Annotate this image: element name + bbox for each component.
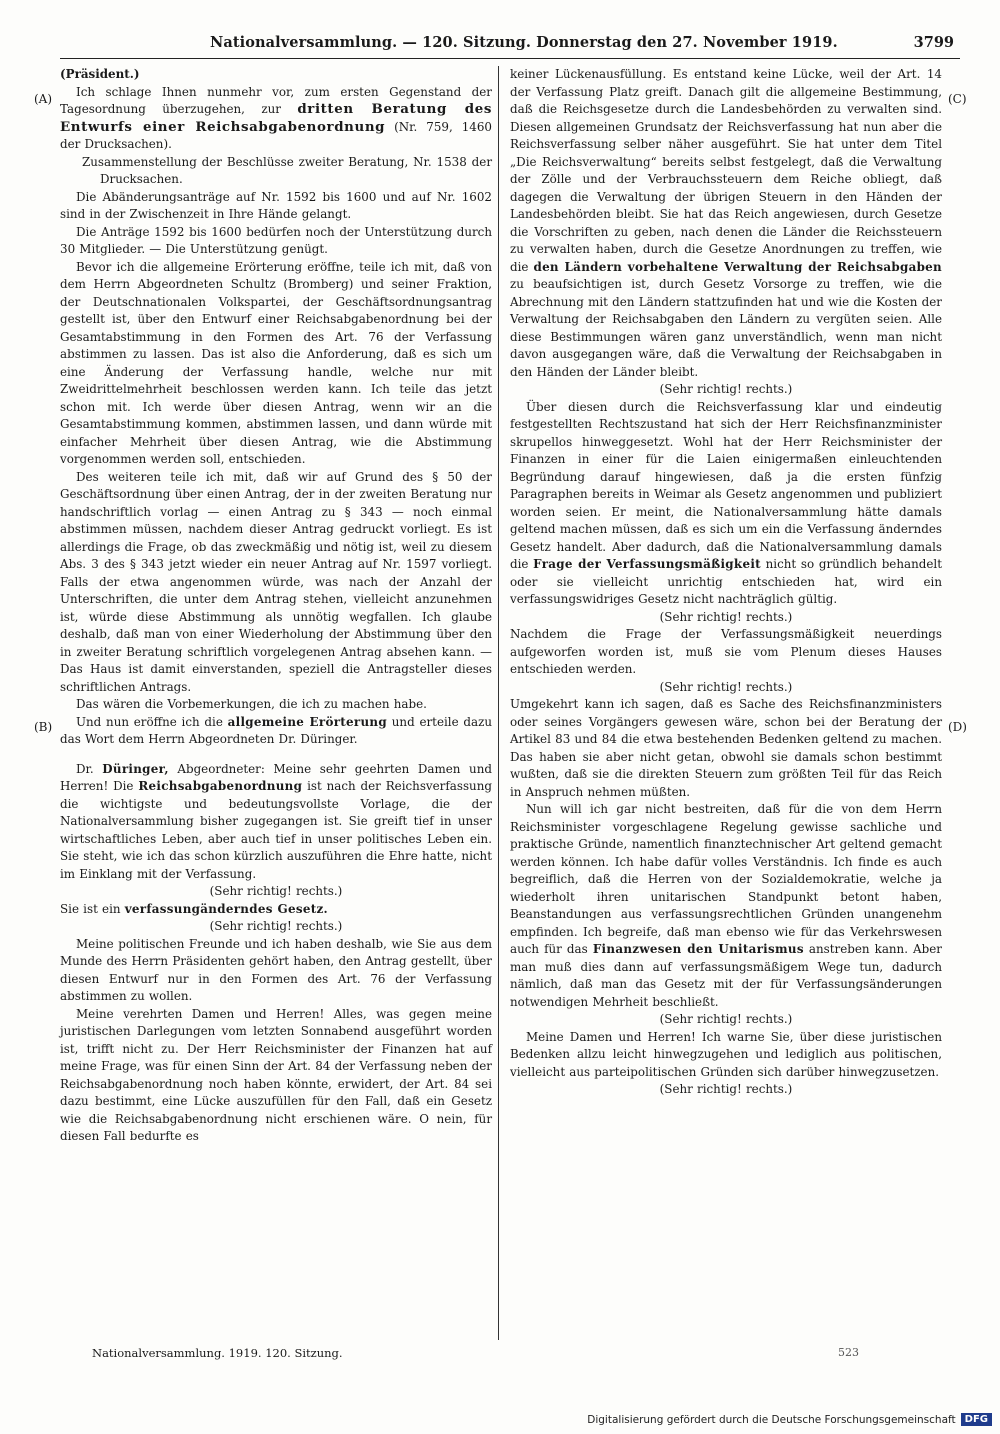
- paragraph: [510, 66, 942, 381]
- paragraph: [60, 901, 492, 919]
- paragraph: Das wären die Vorbemerkungen, die ich zu machen habe.: [76, 697, 427, 711]
- text: Ich schlage Ihnen nunmehr vor, zum ersten Gegenstand der Tagesordnung überzugehen, zur: [60, 84, 492, 116]
- digitization-credit: [587, 1413, 992, 1426]
- paragraph: [60, 84, 492, 154]
- footer-note: Nationalversammlung. 1919. 120. Sitzung.: [92, 1346, 343, 1360]
- emphasis: Reichsabgabenordnung: [138, 779, 303, 793]
- text: nicht so gründlich behandelt oder sie vielleicht unrichtig entschieden hat, wird ein verfassungswidriges Gesetz nicht nachträglich gültig.: [510, 557, 942, 606]
- left-column: [60, 66, 492, 1146]
- text: Dr.: [76, 761, 94, 776]
- spacer: [60, 749, 492, 761]
- paragraph: [510, 399, 942, 609]
- margin-mark-c: (C): [948, 92, 967, 106]
- paragraph: Zusammenstellung der Beschlüsse zweiter Beratung, Nr. 1538 der Drucksachen.: [82, 154, 492, 186]
- margin-mark-a: (A): [34, 92, 53, 106]
- text: Abgeordneter: Meine sehr geehrten Damen und Herren! Die: [60, 761, 492, 793]
- paragraph: Die Abänderungsanträge auf Nr. 1592 bis 1600 und auf Nr. 1602 sind in der Zwischenzeit in Ihre Hände gelangt.: [60, 189, 492, 221]
- margin-mark-d: (D): [948, 720, 967, 734]
- credit-text: Digitalisierung gefördert durch die Deutsche Forschungsgemeinschaft: [587, 1413, 956, 1426]
- running-head: Nationalversammlung. — 120. Sitzung. Donnerstag den 27. November 1919.: [210, 34, 838, 51]
- interjection: (Sehr richtig! rechts.): [659, 1012, 793, 1026]
- page-header: [60, 30, 960, 60]
- interjection: (Sehr richtig! rechts.): [659, 1082, 793, 1096]
- margin-mark-b: (B): [34, 720, 53, 734]
- emphasis: Frage der Verfassungsmäßigkeit: [533, 557, 761, 571]
- interjection: (Sehr richtig! rechts.): [659, 679, 793, 694]
- interjection: (Sehr richtig! rechts.): [659, 609, 793, 624]
- text: und erteile dazu das Wort dem Herrn Abgeordneten Dr. Düringer.: [60, 714, 493, 746]
- text: (Nr. 759, 1460 der Drucksachen).: [60, 119, 492, 151]
- header-rule: [60, 58, 960, 59]
- paragraph: [60, 761, 492, 884]
- paragraph: Des weiteren teile ich mit, daß wir auf Grund des § 50 der Geschäftsordnung über einen Antrag, der in der zweiten Beratung nur handschriftlich vorlag — einen Antrag zu § 343 — noch einmal abstimmen müssen, nachdem dieser Antrag gedruckt vorliegt. Es ist allerdings die Frage, ob das zweckmäßig und nötig ist, weil zu diesem Abs. 3 des § 343 jetzt wieder ein neuer Antrag auf Nr. 1597 vorliegt. Falls der etwa angenommen würde, was nach der Anzahl der Unterschriften, die unter dem Antrag stehen, vielleicht anzunehmen ist, würde diese Abstimmung als unnötig wegfallen. Ich glaube deshalb, daß man von einer Wiederholung der Abstimmung über den in zweiter Beratung schriftlich vorgelegenen Antrag absehen kann. — Das Haus ist damit einverstanden, speziell die Antragsteller dieses schriftlichen Antrags.: [60, 469, 492, 694]
- column-divider: [498, 66, 499, 1340]
- dfg-logo-icon: DFG: [961, 1413, 992, 1426]
- paragraph: Die Anträge 1592 bis 1600 bedürfen noch der Unterstützung durch 30 Mitglieder. — Die Unterstützung genügt.: [60, 224, 492, 256]
- sheet-number: 523: [838, 1346, 859, 1359]
- paragraph: Meine Damen und Herren! Ich warne Sie, über diese juristischen Bedenken allzu leicht hinwegzugehen und lediglich aus politischen, vielleicht aus parteipolitischen Gründen sich darüber hinwegzusetzen.: [510, 1029, 942, 1079]
- paragraph: Bevor ich die allgemeine Erörterung eröffne, teile ich mit, daß von dem Herrn Abgeordneten Schultz (Bromberg) und seiner Fraktion, der Deutschnationalen Volkspartei, der Geschäftsordnungsantrag gestellt ist, über den Entwurf einer Reichsabgabenordnung bei der Gesamtabstimmung in den Formen des Art. 76 der Verfassung abstimmen zu lassen. Das ist also die Anforderung, daß es sich um eine Änderung der Verfassung handle, welche nur mit Zweidrittelmehrheit beschlossen werden kann. Ich teile das jetzt schon mit. Ich werde über diesen Antrag, wenn wir an die Gesamtabstimmung kommen, abstimmen lassen, und dann würde mit einfacher Mehrheit über diesen Antrag, wie die Abstimmung vorgenommen werden soll, entschieden.: [60, 259, 492, 466]
- emphasis: den Ländern vorbehaltene Verwaltung der Reichsabgaben: [533, 259, 942, 274]
- text: keiner Lückenausfüllung. Es entstand keine Lücke, weil der Art. 14 der Verfassung Platz greift. Danach gilt die allgemeine Bestimmung, daß die Reichsgesetze durch die Landesbehörden zu verwalten sind. Diesen allgemeinen Grundsatz der Reichsverfassung hat nun aber die Reichsverfassung selber näher ausgeführt. Sie hat unter dem Titel „Die Reichsverwaltung“ bereits selbst festgelegt, daß die Verwaltung der Zölle und der Verbrauchssteuern dem Reiche obliegt, daß dagegen die Verwaltung der übrigen Steuern in den Händen der Landesbehörden bleibt. Sie hat das Reich angewiesen, durch Gesetze die Vorschriften zu geben, nach denen die Länder die Reichssteuern zu verwalten haben, durch die Gesetze Anordnungen zu treffen, wie die: [510, 67, 942, 274]
- text: Über diesen durch die Reichsverfassung klar und eindeutig festgestellten Rechtszustand hat sich der Herr Reichsfinanzminister skrupellos hinweggesetzt. Wohl hat der Herr Reichsminister der Finanzen in einer für die Laien einigermaßen einleuchtenden Begründung darauf hingewiesen, daß ja die ersten fünfzig Paragraphen bereits in Weimar als Gesetz angenommen und publiziert worden seien. Er meint, die Nationalversammlung hätte damals geltend machen müssen, daß es sich um ein die Verfassung änderndes Gesetz handelt. Aber dadurch, daß die Nationalversammlung damals die: [510, 399, 942, 571]
- text: anstreben kann. Aber man muß dies dann auf verfassungsmäßigem Wege tun, dadurch nämlich, daß man das Gesetz mit der für Verfassungsänderungen notwendigen Mehrheit beschließt.: [510, 942, 942, 1009]
- agenda-title: dritten Beratung des Entwurfs einer Reichsabgabenordnung: [60, 101, 493, 135]
- paragraph: [510, 801, 942, 1011]
- text: Und nun eröffne ich die: [76, 714, 223, 729]
- speaker-label: (Präsident.): [60, 67, 140, 81]
- emphasis: Finanzwesen den Unitarismus: [592, 942, 804, 956]
- paragraph: Umgekehrt kann ich sagen, daß es Sache des Reichsfinanzministers oder seines Vorgängers gewesen wäre, schon bei der Beratung der Artikel 83 und 84 die etwa bestehenden Bedenken geltend zu machen. Das haben sie aber nicht getan, obwohl sie damals schon bestimmt wußten, daß sie die direkten Steuern zum größten Teil für das Reich in Anspruch nehmen müßten.: [510, 697, 942, 799]
- emphasis: verfassungänderndes Gesetz.: [124, 901, 328, 916]
- text: Sie ist ein: [60, 901, 121, 916]
- page-number: 3799: [913, 34, 954, 51]
- interjection: (Sehr richtig! rechts.): [209, 884, 343, 898]
- emphasis: allgemeine Erörterung: [227, 714, 387, 729]
- interjection: (Sehr richtig! rechts.): [659, 382, 793, 396]
- text: zu beaufsichtigen ist, durch Gesetz Vorsorge zu treffen, wie die Abrechnung mit den Ländern stattzufinden hat und wie die Kosten der Verwaltung der Reichsabgaben den Ländern zu vergüten seien. Alle diese Bestimmungen wären ganz unverständlich, wenn man nicht davon ausgegangen wäre, daß die Verwaltung der Reichsabgaben in den Händen der Länder bleibt.: [510, 277, 942, 379]
- right-column: [510, 66, 942, 1099]
- interjection: (Sehr richtig! rechts.): [209, 919, 343, 933]
- paragraph: Nachdem die Frage der Verfassungsmäßigkeit neuerdings aufgeworfen worden ist, muß sie vom Plenum dieses Hauses entschieden werden.: [510, 627, 942, 676]
- text: Nun will ich gar nicht bestreiten, daß für die von dem Herrn Reichsminister vorgeschlagene Regelung gewisse sachliche und praktische Gründe, namentlich finanztechnischer Art geltend gemacht werden können. Ich habe dafür volles Verständnis. Ich finde es auch begreiflich, daß die Herren von der Sozialdemokratie, welche ja wiederholt ihren unitarischen Standpunkt betont haben, Beanstandungen aus verfassungsrechtlichen Gründen unangenehm empfinden. Ich begreife, daß man ebenso wie für das Verkehrswesen auch für das: [510, 802, 942, 956]
- paragraph: Meine verehrten Damen und Herren! Alles, was gegen meine juristischen Darlegungen vom letzten Sonnabend ausgeführt worden ist, trifft nicht zu. Der Herr Reichsminister der Finanzen hat auf meine Frage, was für einen Sinn der Art. 84 der Verfassung neben der Reichsabgabenordnung noch haben könnte, erwidert, der Art. 84 sei dazu bestimmt, eine Lücke auszufüllen für den Fall, daß ein Gesetz wie die Reichsabgabenordnung nicht erschienen wäre. O nein, für diesen Fall bedurfte es: [60, 1006, 492, 1143]
- paragraph: [60, 714, 492, 749]
- speaker-name: Düringer,: [102, 761, 169, 776]
- paragraph: Meine politischen Freunde und ich haben deshalb, wie Sie aus dem Munde des Herrn Präsidenten gehört haben, den Antrag gestellt, über diesen Entwurf nur in den Formen des Art. 76 der Verfassung abstimmen zu wollen.: [60, 936, 492, 1003]
- text: ist nach der Reichsverfassung die wichtigste und bedeutungsvollste Vorlage, die der Nationalversammlung bisher zugegangen ist. Sie greift tief in unser wirtschaftliches Leben, aber auch tief in unser politisches Leben ein. Sie steht, wie ich das schon kürzlich auszuführen die Ehre hatte, nicht im Einklang mit der Verfassung.: [60, 779, 492, 881]
